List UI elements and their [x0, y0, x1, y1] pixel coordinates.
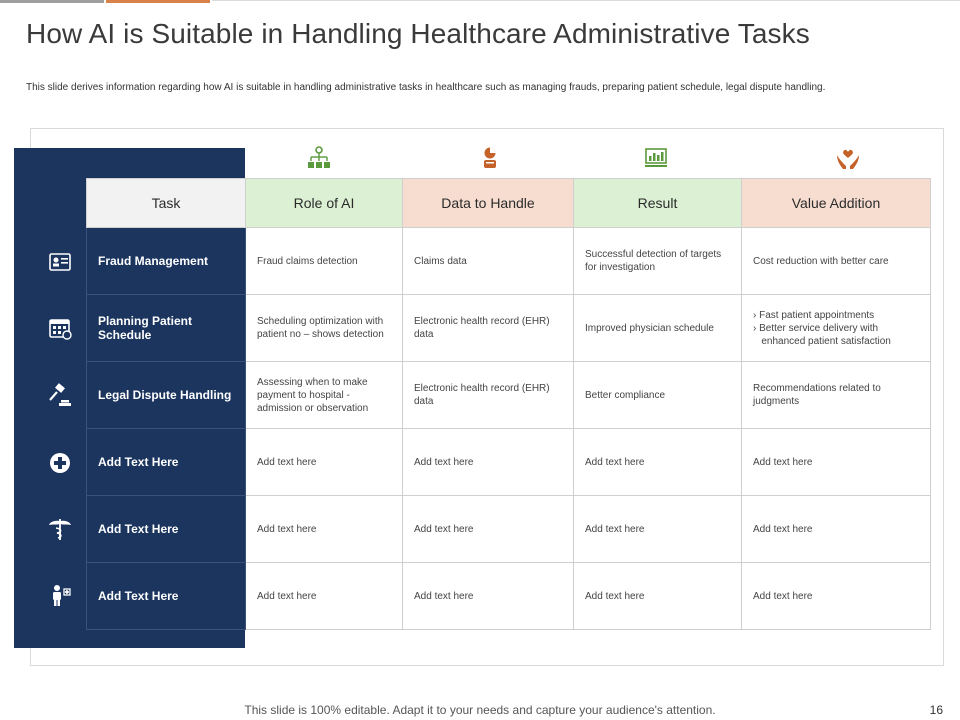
page-number: 16 — [929, 703, 943, 717]
top-accent-orange — [106, 0, 210, 3]
task-cell: Legal Dispute Handling — [87, 362, 246, 429]
result-cell: Successful detection of targets for investigation — [574, 228, 742, 295]
org-chart-icon — [306, 145, 332, 171]
top-accent-line — [212, 0, 960, 1]
table-row — [87, 496, 931, 563]
dashboard-icon — [643, 145, 669, 171]
id-card-icon — [47, 249, 73, 275]
value-cell: Add text here — [742, 563, 931, 630]
data-cell: Electronic health record (EHR) data — [403, 362, 574, 429]
value-bullet: › Better service delivery with — [753, 322, 879, 334]
data-cell: Claims data — [403, 228, 574, 295]
task-cell: Add Text Here — [87, 429, 246, 496]
column-header-value: Value Addition — [742, 179, 931, 228]
value-bullet: › Fast patient appointments — [753, 309, 875, 321]
task-cell: Fraud Management — [87, 228, 246, 295]
table-row — [87, 362, 931, 429]
task-cell: Add Text Here — [87, 563, 246, 630]
task-cell: Add Text Here — [87, 496, 246, 563]
page-title: How AI is Suitable in Handling Healthcare Administrative Tasks — [26, 18, 810, 49]
value-cell: Recommendations related to judgments — [742, 362, 931, 429]
role-cell: Scheduling optimization with patient no – shows detection — [246, 295, 403, 362]
calendar-icon — [47, 315, 73, 341]
hands-heart-icon — [835, 145, 861, 171]
table-row — [87, 228, 931, 295]
value-cell: Add text here — [742, 429, 931, 496]
role-cell: Add text here — [246, 429, 403, 496]
role-cell: Fraud claims detection — [246, 228, 403, 295]
result-cell: Add text here — [574, 563, 742, 630]
value-cell: Add text here — [742, 496, 931, 563]
data-cell: Add text here — [403, 563, 574, 630]
value-bullet: enhanced patient satisfaction — [753, 335, 891, 347]
role-cell: Add text here — [246, 496, 403, 563]
navy-panel-shadow — [14, 148, 32, 648]
result-cell: Add text here — [574, 496, 742, 563]
task-cell-text: Planning Patient Schedule — [98, 314, 193, 342]
result-cell: Add text here — [574, 429, 742, 496]
result-cell: Improved physician schedule — [574, 295, 742, 362]
data-cell: Add text here — [403, 429, 574, 496]
analytics-person-icon — [477, 145, 503, 171]
data-cell: Add text here — [403, 496, 574, 563]
column-header-task: Task — [87, 179, 246, 228]
table-row — [87, 429, 931, 496]
table-row — [87, 563, 931, 630]
table-row — [87, 295, 931, 362]
tasks-table — [86, 178, 931, 630]
column-header-result: Result — [574, 179, 742, 228]
page-subtitle: This slide derives information regarding how AI is suitable in handling administrative tasks in healthcare such as managing frauds, preparing patient schedule, legal dispute handling. — [26, 82, 826, 93]
value-cell: Cost reduction with better care — [742, 228, 931, 295]
top-accent-gray — [0, 0, 104, 3]
result-cell: Better compliance — [574, 362, 742, 429]
footer-note: This slide is 100% editable. Adapt it to your needs and capture your audience's attention. — [244, 703, 716, 717]
value-cell — [742, 295, 931, 362]
task-cell — [87, 295, 246, 362]
column-header-data: Data to Handle — [403, 179, 574, 228]
role-cell: Assessing when to make payment to hospital - admission or observation — [246, 362, 403, 429]
data-cell: Electronic health record (EHR) data — [403, 295, 574, 362]
gavel-icon — [47, 383, 73, 409]
column-header-role: Role of AI — [246, 179, 403, 228]
caduceus-icon — [47, 516, 73, 542]
table-header-row — [87, 179, 931, 228]
medical-cross-icon — [47, 450, 73, 476]
patient-icon — [47, 583, 73, 609]
role-cell: Add text here — [246, 563, 403, 630]
